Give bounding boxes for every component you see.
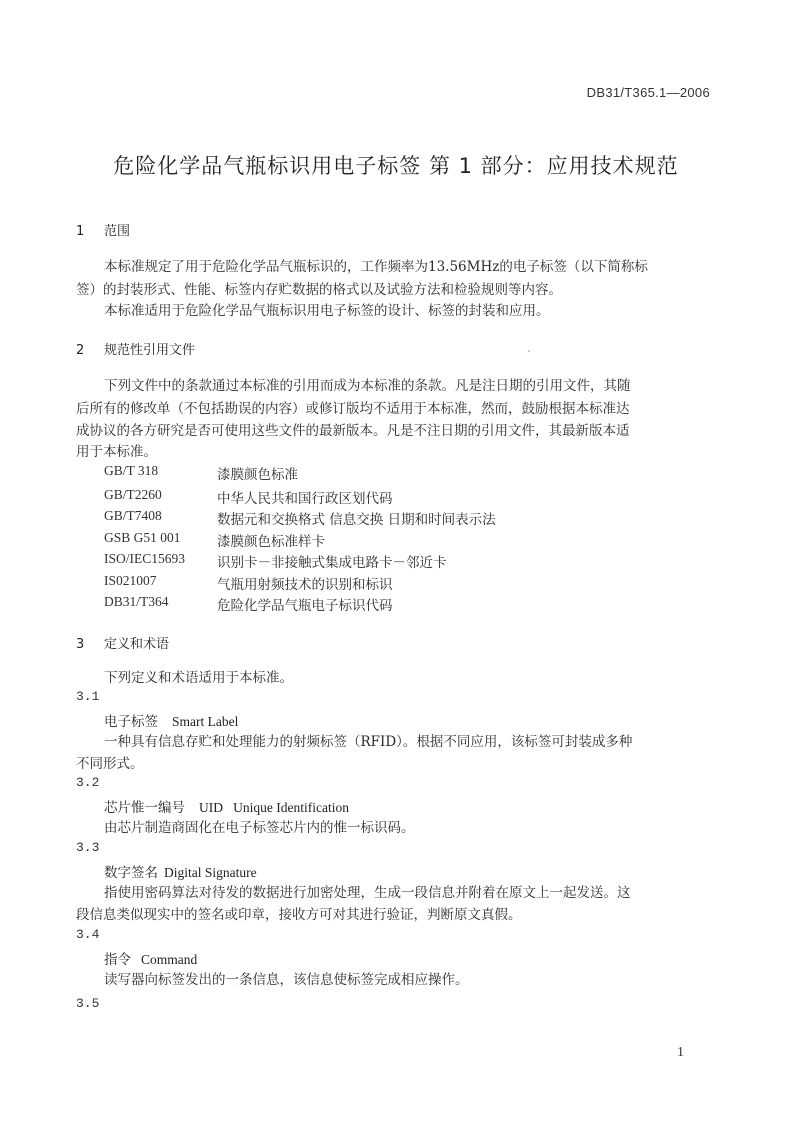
term-zh: 芯片惟一编号 bbox=[104, 800, 185, 816]
term-definition-line: 由芯片制造商固化在电子标签芯片内的惟一标识码。 bbox=[104, 820, 415, 836]
reference-code: DB31/T364 bbox=[104, 594, 169, 609]
term-heading bbox=[104, 796, 349, 816]
clause-number: 3.1 bbox=[76, 689, 100, 704]
section-title: 规范性引用文件 bbox=[104, 343, 196, 358]
term-en: Digital Signature bbox=[164, 865, 257, 880]
section-1-heading bbox=[76, 220, 130, 239]
term-definition-line: 指使用密码算法对待发的数据进行加密处理，生成一段信息并附着在原文上一起发送。这 bbox=[104, 885, 631, 901]
term-definition-line: 一种具有信息存贮和处理能力的射频标签（RFID）。根据不同应用，该标签可封装成多种 bbox=[104, 734, 633, 750]
reference-code: GSB G51 001 bbox=[104, 530, 181, 545]
reference-code: ISO/IEC15693 bbox=[104, 551, 185, 566]
clause-number: 3.3 bbox=[76, 840, 100, 855]
section-title: 定义和术语 bbox=[104, 637, 170, 652]
paragraph-line: 后所有的修改单（不包括勘误的内容）或修订版均不适用于本标准，然而，鼓励根据本标准达 bbox=[76, 401, 630, 417]
section-2-heading bbox=[76, 339, 195, 358]
term-heading bbox=[104, 948, 197, 968]
section-number: 1 bbox=[76, 224, 85, 239]
paragraph-line: 本标准规定了用于危险化学品气瓶标识的，工作频率为13.56MHz的电子标签（以下简称标 bbox=[104, 259, 648, 275]
section-number: 3 bbox=[76, 637, 85, 652]
term-heading bbox=[104, 710, 238, 730]
paragraph-line: 成协议的各方研究是否可使用这些文件的最新版本。凡是不注日期的引用文件，其最新版本适 bbox=[76, 423, 630, 439]
reference-code: GB/T 318 bbox=[104, 463, 159, 478]
reference-title: 漆膜颜色标准 bbox=[217, 467, 298, 483]
paragraph-line: 签）的封装形式、性能、标签内存贮数据的格式以及试验方法和检验规则等内容。 bbox=[76, 282, 562, 298]
term-en: Command bbox=[141, 952, 198, 967]
paragraph-line: 本标准适用于危险化学品气瓶标识用电子标签的设计、标签的封装和应用。 bbox=[104, 303, 550, 319]
reference-title: 漆膜颜色标准样卡 bbox=[217, 534, 325, 550]
term-zh: 指令 bbox=[104, 952, 131, 968]
clause-number: 3.2 bbox=[76, 775, 100, 790]
term-definition-line: 读写器向标签发出的一条信息，该信息使标签完成相应操作。 bbox=[104, 972, 469, 988]
page-number: 1 bbox=[677, 1045, 684, 1060]
reference-code: IS021007 bbox=[104, 573, 157, 588]
reference-title: 气瓶用射频技术的识别和标识 bbox=[217, 577, 393, 593]
paragraph-line: 下列文件中的条款通过本标准的引用而成为本标准的条款。凡是注日期的引用文件，其随 bbox=[104, 378, 631, 394]
term-definition-line: 不同形式。 bbox=[76, 756, 144, 772]
term-zh: 数字签名 bbox=[104, 865, 158, 881]
reference-title: 危险化学品气瓶电子标识代码 bbox=[217, 598, 393, 614]
reference-title: 数据元和交换格式 信息交换 日期和时间表示法 bbox=[217, 512, 496, 528]
reference-code: GB/T2260 bbox=[104, 487, 162, 502]
term-en: UID Unique Identification bbox=[199, 800, 349, 815]
paragraph-line: 用于本标准。 bbox=[76, 444, 157, 460]
term-definition-line: 段信息类似现实中的签名或印章，接收方可对其进行验证，判断原文真假。 bbox=[76, 907, 522, 923]
section-3-heading bbox=[76, 633, 169, 652]
reference-title: 中华人民共和国行政区划代码 bbox=[217, 491, 393, 507]
clause-number: 3.4 bbox=[76, 927, 100, 942]
standard-code: DB31/T365.1—2006 bbox=[586, 85, 710, 100]
term-heading bbox=[104, 861, 257, 881]
section-title: 范围 bbox=[104, 224, 131, 239]
scan-speck bbox=[528, 350, 530, 352]
term-zh: 电子标签 bbox=[104, 714, 158, 730]
section-number: 2 bbox=[76, 343, 85, 358]
reference-code: GB/T7408 bbox=[104, 508, 162, 523]
paragraph-line: 下列定义和术语适用于本标准。 bbox=[104, 670, 293, 686]
reference-title: 识别卡－非接触式集成电路卡－邻近卡 bbox=[217, 555, 447, 571]
term-en: Smart Label bbox=[172, 714, 239, 729]
clause-number: 3.5 bbox=[76, 996, 100, 1011]
document-title: 危险化学品气瓶标识用电子标签 第 1 部分：应用技术规范 bbox=[113, 154, 679, 178]
